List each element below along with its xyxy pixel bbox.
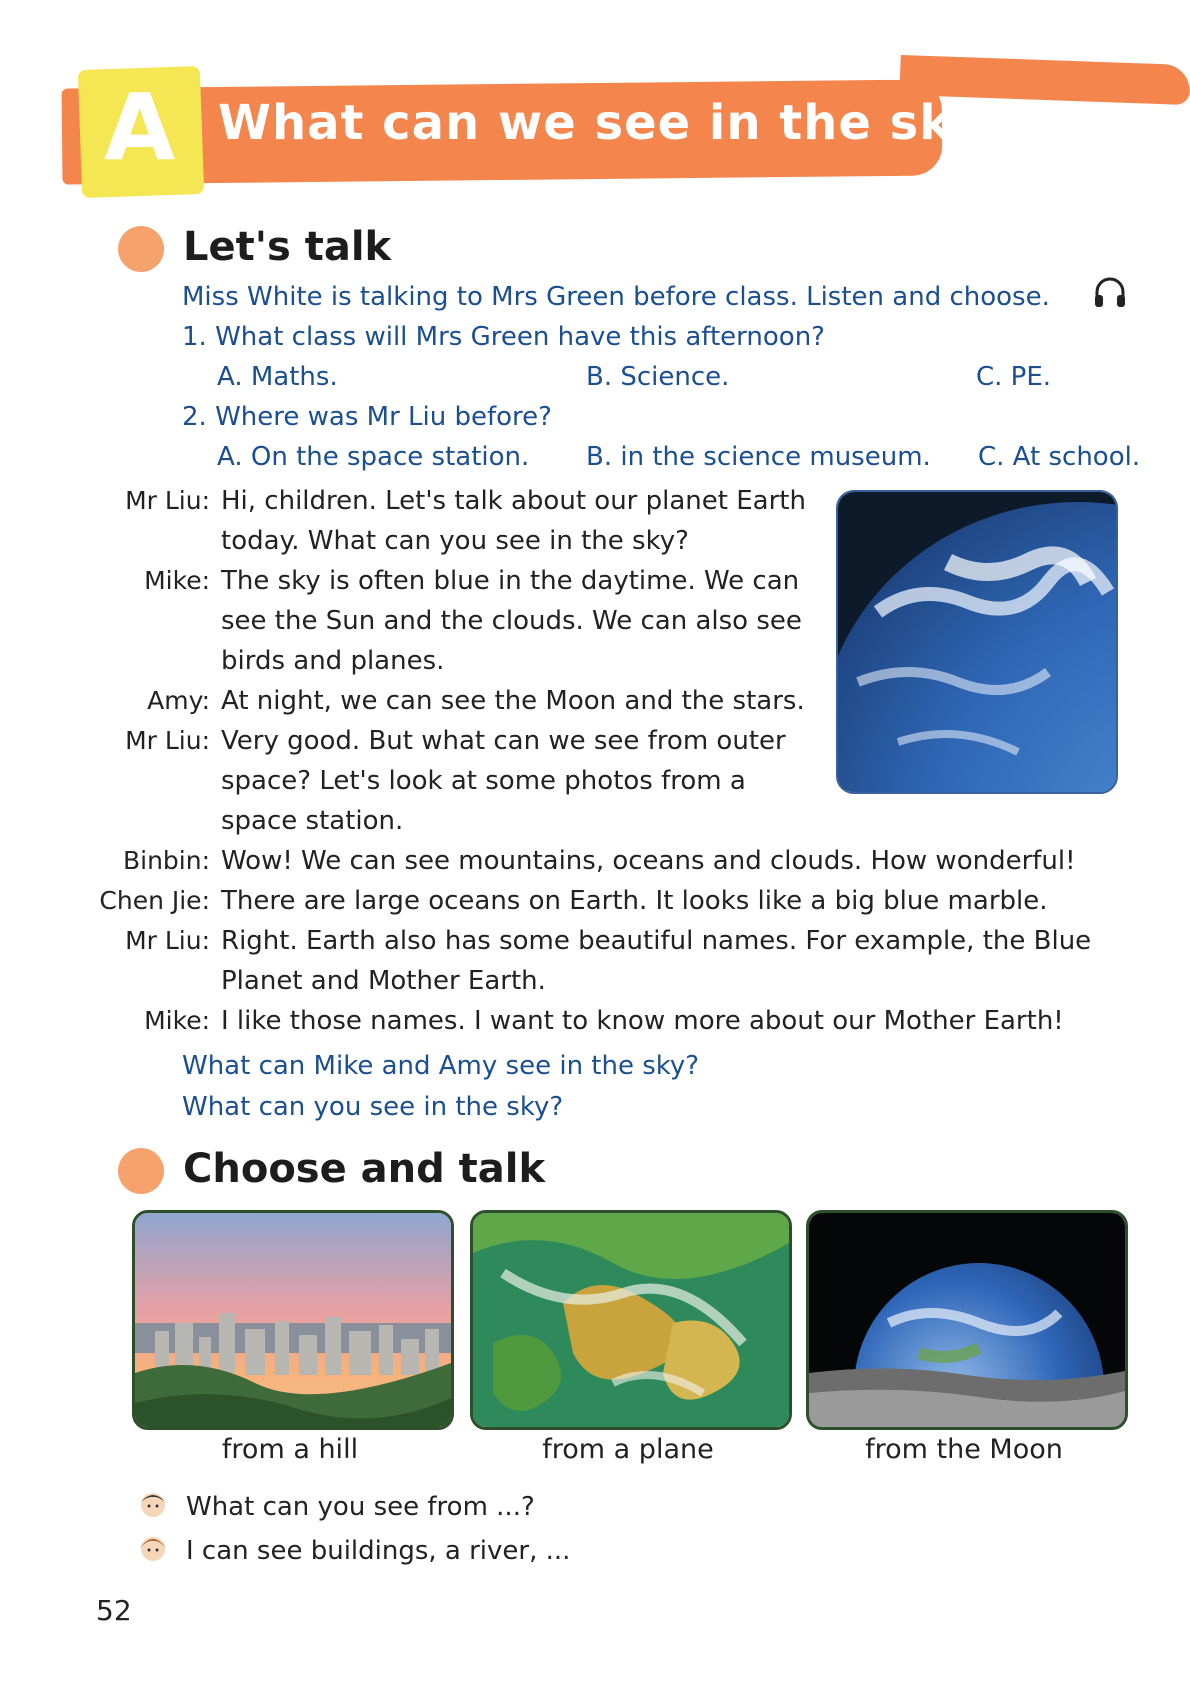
page-title: What can we see in the sky? — [218, 95, 1014, 151]
section-letter: A — [104, 74, 176, 181]
photo-caption: from a plane — [542, 1434, 714, 1465]
dialogue-line: birds and planes. — [221, 646, 445, 676]
question-1: 1. What class will Mrs Green have this afternoon? — [182, 322, 825, 352]
prompt-answer: I can see buildings, a river, ... — [186, 1536, 571, 1566]
boy-avatar-icon — [136, 1486, 170, 1520]
speaker-label: Mike: — [144, 1006, 210, 1035]
earth-from-space-photo — [836, 490, 1118, 794]
girl-avatar-icon — [136, 1530, 170, 1564]
dialogue-line: today. What can you see in the sky? — [221, 526, 689, 556]
photo-caption: from the Moon — [865, 1434, 1063, 1465]
q1-option-b[interactable]: B. Science. — [586, 362, 730, 392]
q2-option-c[interactable]: C. At school. — [978, 442, 1141, 472]
dialogue-line: space station. — [221, 806, 404, 836]
dialogue-line: At night, we can see the Moon and the stars. — [221, 686, 805, 716]
city-from-hill-photo — [132, 1210, 454, 1430]
headphones-icon[interactable] — [1092, 276, 1128, 310]
question-2: 2. Where was Mr Liu before? — [182, 402, 552, 432]
follow-up-question: What can Mike and Amy see in the sky? — [182, 1051, 700, 1081]
lets-talk-heading: Let's talk — [183, 224, 392, 270]
speaker-label: Mr Liu: — [125, 926, 210, 955]
speaker-label: Binbin: — [122, 846, 210, 875]
earth-from-moon-photo — [806, 1210, 1128, 1430]
prompt-question: What can you see from ...? — [186, 1492, 535, 1522]
dialogue-line: see the Sun and the clouds. We can also see — [221, 606, 802, 636]
q1-option-c[interactable]: C. PE. — [976, 362, 1052, 392]
section-bullet-icon — [118, 226, 164, 272]
choose-talk-heading: Choose and talk — [183, 1146, 546, 1192]
land-from-plane-photo — [470, 1210, 792, 1430]
dialogue-line: Right. Earth also has some beautiful names. For example, the Blue — [221, 926, 1092, 956]
dialogue-line: I like those names. I want to know more about our Mother Earth! — [221, 1006, 1064, 1036]
q2-option-b[interactable]: B. in the science museum. — [586, 442, 931, 472]
follow-up-question: What can you see in the sky? — [182, 1092, 564, 1122]
speaker-label: Chen Jie: — [99, 886, 210, 915]
speaker-label: Mr Liu: — [125, 486, 210, 515]
dialogue-line: The sky is often blue in the daytime. We can — [221, 566, 800, 596]
dialogue-line: space? Let's look at some photos from a — [221, 766, 746, 796]
q1-option-a[interactable]: A. Maths. — [217, 362, 338, 392]
section-bullet-icon — [118, 1148, 164, 1194]
q2-option-a[interactable]: A. On the space station. — [217, 442, 530, 472]
listening-instruction: Miss White is talking to Mrs Green before class. Listen and choose. — [182, 282, 1050, 312]
speaker-label: Mike: — [144, 566, 210, 595]
dialogue-line: There are large oceans on Earth. It looks like a big blue marble. — [221, 886, 1048, 916]
dialogue-line: Wow! We can see mountains, oceans and clouds. How wonderful! — [221, 846, 1076, 876]
speaker-label: Mr Liu: — [125, 726, 210, 755]
dialogue-line: Planet and Mother Earth. — [221, 966, 546, 996]
dialogue-line: Hi, children. Let's talk about our planet Earth — [221, 486, 806, 516]
photo-caption: from a hill — [221, 1434, 359, 1465]
dialogue-line: Very good. But what can we see from outer — [221, 726, 786, 756]
page-number: 52 — [96, 1594, 132, 1627]
speaker-label: Amy: — [147, 686, 210, 715]
